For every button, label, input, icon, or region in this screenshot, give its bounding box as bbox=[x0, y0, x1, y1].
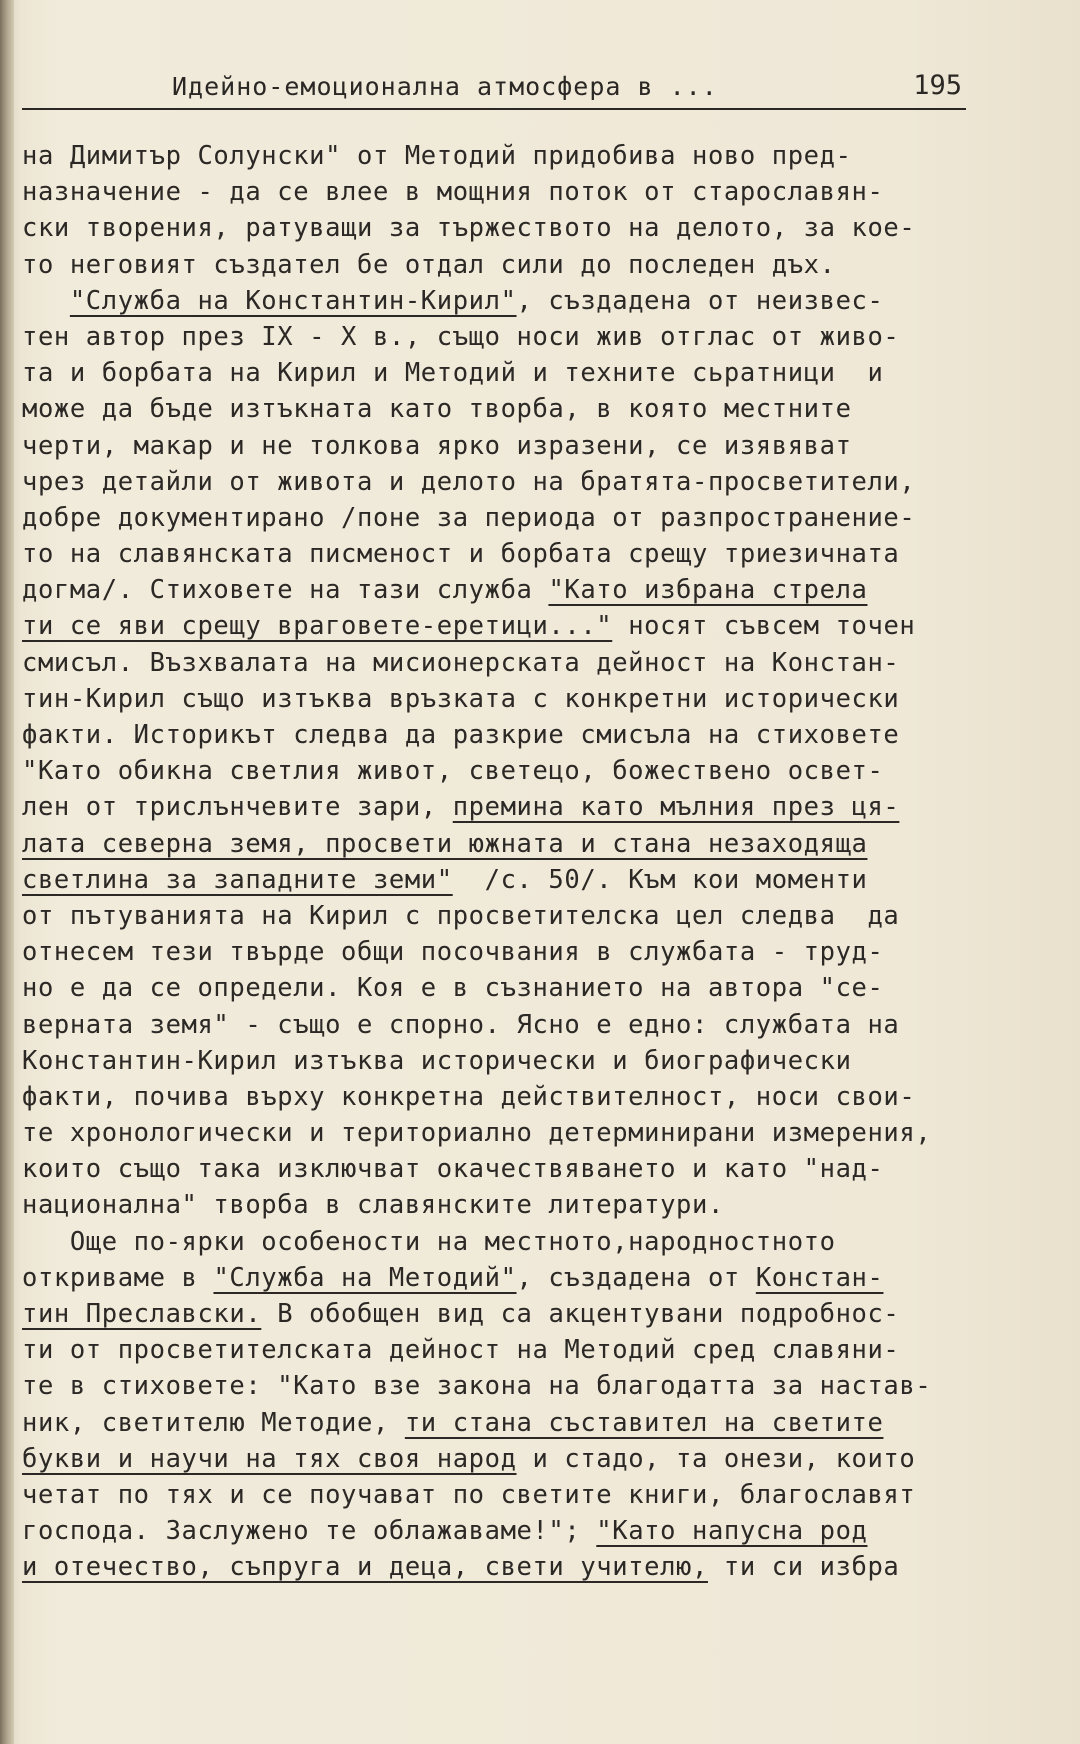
text-line bbox=[22, 608, 972, 644]
text-segment: отнесем тези твърде общи посочвания в службата - труд- bbox=[22, 937, 884, 968]
text-line bbox=[22, 970, 972, 1006]
text-line bbox=[22, 1007, 972, 1043]
text-line bbox=[22, 753, 972, 789]
running-head-title: Идейно-емоционална атмосфера в ... bbox=[172, 72, 718, 101]
text-segment: тен автор през IX - X в., също носи жив отглас от живо- bbox=[22, 321, 900, 352]
text-segment: то на славянската писменост и борбата срещу триезичната bbox=[22, 539, 900, 570]
page-number: 195 bbox=[913, 70, 962, 101]
text-segment: те в стиховете: "Като взе закона на благодатта за настав- bbox=[22, 1371, 932, 1402]
text-line bbox=[22, 862, 972, 898]
underlined-text: ти се яви срещу враговете-еретици..." bbox=[22, 611, 613, 642]
underlined-text: тин Преславски. bbox=[22, 1299, 262, 1329]
underlined-text: ти стана съставител на светите bbox=[404, 1407, 884, 1438]
text-segment: ски творения, ратуващи за тържеството на делото, за кое- bbox=[22, 213, 916, 244]
text-segment: чрез детайли от живота и делото на братята-просветители, bbox=[22, 466, 916, 497]
text-line bbox=[22, 826, 972, 862]
underlined-text: светлина за западните земи" bbox=[22, 864, 453, 895]
underlined-text: "Като избрана стрела bbox=[548, 575, 868, 606]
text-segment: /с. 50/. Към кои моменти bbox=[452, 864, 868, 895]
text-segment: , създадена от неизвес- bbox=[516, 285, 884, 316]
body-text bbox=[22, 138, 972, 1586]
text-line bbox=[22, 717, 972, 753]
text-segment: носят съвсем точен bbox=[612, 611, 916, 642]
underlined-text: "Служба на Методий" bbox=[213, 1262, 517, 1293]
text-segment: ник, светителю Методие, bbox=[22, 1407, 405, 1438]
text-line bbox=[22, 934, 972, 970]
text-line bbox=[22, 789, 972, 825]
text-segment: добре документирано /поне за периода от разпространение- bbox=[22, 502, 916, 533]
text-line bbox=[22, 1477, 972, 1513]
text-segment: факти. Историкът следва да разкрие смисъла на стиховете bbox=[22, 720, 900, 750]
text-line bbox=[22, 536, 972, 572]
text-line bbox=[22, 1187, 972, 1223]
text-line bbox=[22, 1224, 972, 1260]
text-line bbox=[22, 138, 972, 174]
text-line bbox=[22, 391, 972, 427]
book-spine-shadow bbox=[0, 0, 14, 1744]
text-line bbox=[22, 500, 972, 536]
text-line bbox=[22, 1115, 972, 1151]
underlined-text: букви и научи на тях своя народ bbox=[22, 1443, 517, 1474]
text-line bbox=[22, 247, 972, 283]
underlined-text: лата северна земя, просвети южната и стана незаходяща bbox=[22, 828, 868, 859]
text-line bbox=[22, 645, 972, 681]
text-line bbox=[22, 1332, 972, 1368]
text-segment: но е да се определи. Коя е в съзнанието на автора "се- bbox=[22, 973, 884, 1004]
text-segment: ти от просветителската дейност на Методий сред славяни- bbox=[22, 1335, 900, 1366]
text-segment: откриваме в bbox=[22, 1262, 214, 1293]
text-line bbox=[22, 1151, 972, 1187]
text-line bbox=[22, 1441, 972, 1477]
text-segment: , създадена от bbox=[516, 1262, 756, 1293]
text-segment: от пътуванията на Кирил с просветителска цел следва да bbox=[22, 900, 900, 931]
text-line bbox=[22, 355, 972, 391]
underlined-text: "Служба на Константин-Кирил" bbox=[69, 285, 517, 316]
text-segment: господа. Заслужено те облажаваме!"; bbox=[22, 1516, 597, 1547]
text-segment: национална" творба в славянските литератури. bbox=[22, 1190, 724, 1221]
text-line bbox=[22, 464, 972, 500]
text-segment: "Като обикна светлия живот, светецо, божествено освет- bbox=[22, 756, 884, 787]
text-line bbox=[22, 210, 972, 246]
text-segment: факти, почива върху конкретна действителност, носи свои- bbox=[22, 1081, 916, 1112]
text-segment: то неговият създател бе отдал сили до последен дъх. bbox=[22, 249, 836, 280]
text-segment: Още по-ярки особености на местното,народностното bbox=[22, 1226, 836, 1257]
text-segment: та и борбата на Кирил и Методий и техните сьратници и bbox=[22, 358, 884, 389]
text-line bbox=[22, 283, 972, 319]
text-segment: Константин-Кирил изтъква исторически и биографически bbox=[22, 1045, 852, 1076]
underlined-text: "Като напусна род bbox=[596, 1516, 868, 1547]
text-segment: лен от трислънчевите зари, bbox=[22, 792, 453, 823]
text-line bbox=[22, 1296, 972, 1332]
text-segment: които също така изключват окачествяването и като "над- bbox=[22, 1154, 884, 1185]
underlined-text: и отечество, съпруга и деца, свети учителю, bbox=[22, 1552, 708, 1583]
text-line bbox=[22, 681, 972, 717]
text-segment: тин-Кирил също изтъква връзката с конкретни исторически bbox=[22, 683, 900, 714]
text-segment: В обобщен вид са акцентувани подробнос- bbox=[261, 1299, 900, 1329]
text-segment: ти си избра bbox=[707, 1552, 900, 1583]
text-line bbox=[22, 572, 972, 608]
running-head bbox=[22, 64, 966, 110]
text-segment: смисъл. Възхвалата на мисионерската дейност на Констан- bbox=[22, 647, 900, 678]
text-line bbox=[22, 1043, 972, 1079]
text-line bbox=[22, 898, 972, 934]
text-line bbox=[22, 1405, 972, 1441]
text-segment: назначение - да се влее в мощния поток от старославян- bbox=[22, 177, 884, 208]
text-line bbox=[22, 1513, 972, 1549]
text-segment: на Димитър Солунски" от Методий придобива ново пред- bbox=[22, 141, 852, 171]
text-segment: догма/. Стиховете на тази служба bbox=[22, 575, 549, 606]
text-line bbox=[22, 1549, 972, 1585]
text-line bbox=[22, 174, 972, 210]
text-line bbox=[22, 1368, 972, 1404]
text-segment: и стадо, та онези, които bbox=[516, 1443, 916, 1474]
text-segment: черти, макар и не толкова ярко изразени, се изявяват bbox=[22, 430, 852, 461]
underlined-text: Констан- bbox=[755, 1262, 884, 1293]
text-line bbox=[22, 319, 972, 355]
text-segment bbox=[22, 286, 70, 316]
underlined-text: премина като мълния през ця- bbox=[452, 792, 900, 823]
text-segment: четат по тях и се поучават по светите книги, благославят bbox=[22, 1479, 916, 1510]
text-segment: верната земя" - също е спорно. Ясно е едно: службата на bbox=[22, 1009, 900, 1040]
text-line bbox=[22, 1260, 972, 1296]
text-line bbox=[22, 428, 972, 464]
text-segment: те хронологически и териториално детерминирани измерения, bbox=[22, 1118, 932, 1149]
text-segment: може да бъде изтъкната като творба, в която местните bbox=[22, 394, 852, 425]
text-line bbox=[22, 1079, 972, 1115]
